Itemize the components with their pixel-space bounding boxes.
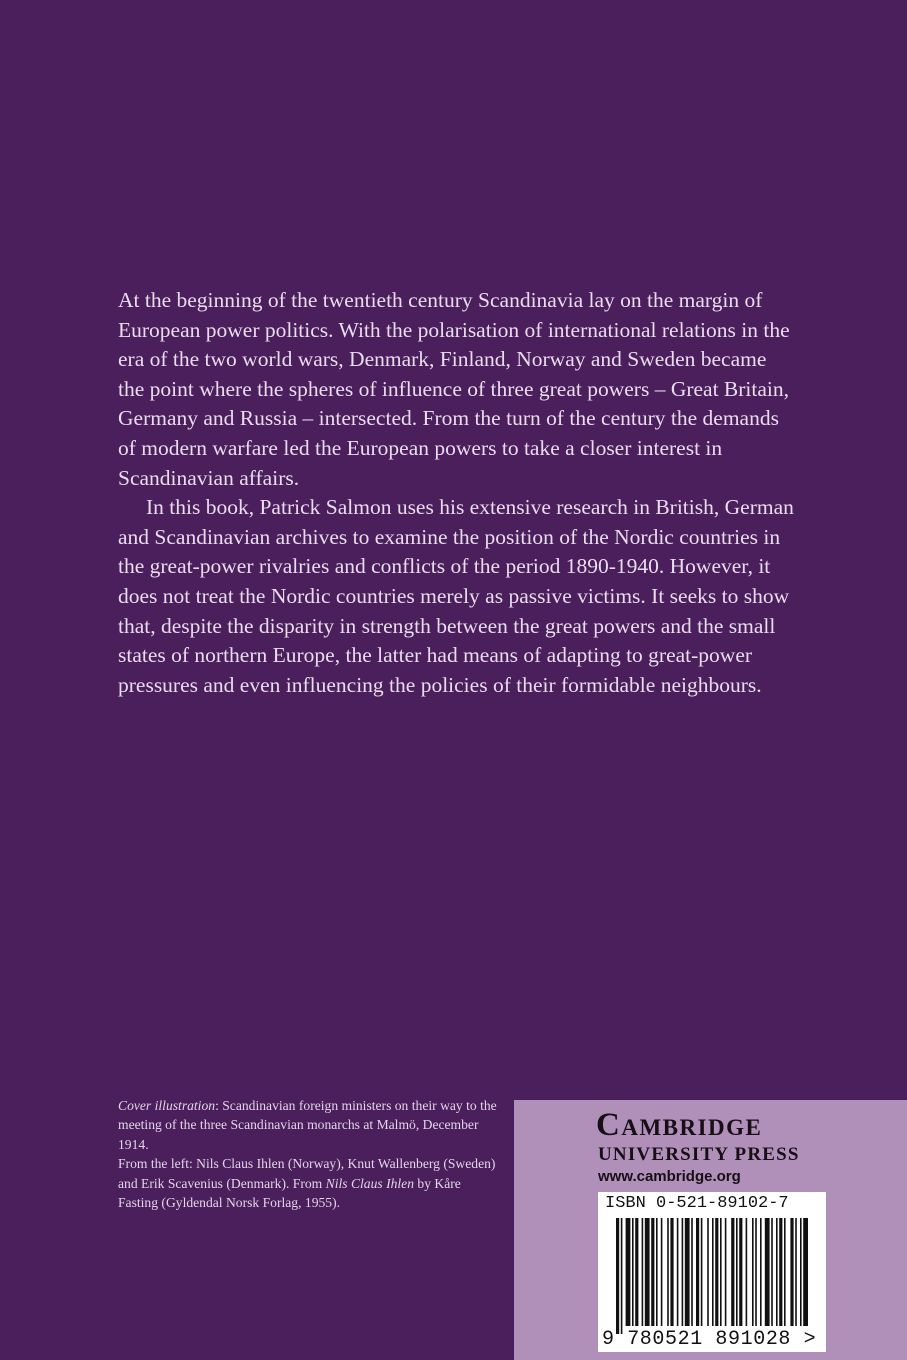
isbn-label: ISBN 0-521-89102-7 bbox=[605, 1194, 789, 1213]
credit-label: Cover illustration bbox=[118, 1098, 216, 1113]
barcode-bar bbox=[651, 1218, 654, 1326]
barcode-bar bbox=[696, 1218, 699, 1326]
barcode-bar bbox=[736, 1218, 738, 1326]
barcode-bar bbox=[746, 1218, 748, 1326]
barcode-bar bbox=[632, 1218, 634, 1326]
blurb-paragraph-1: At the beginning of the twentieth century Scandinavia lay on the margin of European power politics. With the polarisation of international relations in the era of the two world wars, Denmark, Finland, Norway and Sweden became the point where the spheres of influence of three great powers – Great Britain, Germany and Russia – intersected. From the turn of the century the demands of modern warfare led the European powers to take a closer interest in Scandinavian affairs. bbox=[118, 288, 790, 490]
barcode-bar bbox=[707, 1218, 709, 1326]
barcode-bar bbox=[776, 1218, 778, 1326]
barcode-bar bbox=[667, 1218, 669, 1326]
barcode-bar bbox=[739, 1218, 742, 1326]
barcode-bar bbox=[685, 1218, 690, 1326]
barcode-bar bbox=[691, 1218, 693, 1326]
credit-book-title: Nils Claus Ihlen bbox=[325, 1175, 415, 1191]
barcode-bar bbox=[765, 1218, 770, 1326]
barcode-bar bbox=[701, 1218, 703, 1326]
publisher-logo bbox=[596, 1106, 836, 1188]
publisher-panel bbox=[514, 1100, 907, 1360]
back-cover-blurb bbox=[118, 286, 798, 700]
barcode-bar bbox=[642, 1218, 644, 1326]
barcode-bar bbox=[800, 1218, 802, 1326]
barcode-bar bbox=[645, 1218, 650, 1326]
barcode-bar bbox=[720, 1218, 722, 1326]
credit-text-3: by Kåre Fasting (Gyldendal Norsk Forlag, 1955). bbox=[118, 1175, 461, 1211]
barcode-bar bbox=[616, 1218, 619, 1334]
credit-line-1 bbox=[118, 1096, 498, 1154]
barcode-bar bbox=[725, 1218, 727, 1326]
barcode-bar bbox=[670, 1218, 673, 1326]
barcode-bar bbox=[803, 1218, 808, 1326]
barcode-bar bbox=[656, 1218, 658, 1326]
barcode-bar bbox=[661, 1218, 663, 1326]
barcode-bar bbox=[760, 1218, 762, 1326]
barcode-bar bbox=[755, 1218, 757, 1326]
credit-line-2 bbox=[118, 1154, 498, 1212]
credit-text-1: : Scandinavian foreign ministers on their way to the meeting of the three Scandinavian monarchs at Malmö, December 1914. bbox=[118, 1098, 497, 1152]
barcode-bar bbox=[795, 1218, 797, 1326]
barcode-bar bbox=[790, 1218, 793, 1326]
barcode-bar bbox=[731, 1218, 734, 1326]
barcode-bar bbox=[771, 1218, 773, 1326]
barcode-bar bbox=[752, 1218, 754, 1326]
barcode-bar bbox=[712, 1218, 714, 1326]
credit-text-2: From the left: Nils Claus Ihlen (Norway), Knut Wallenberg (Sweden) and Erik Scavenius (Denmark). From bbox=[118, 1156, 496, 1191]
publisher-url: www.cambridge.org bbox=[598, 1168, 741, 1185]
barcode-bar bbox=[626, 1218, 631, 1326]
barcode-digits: 9 780521 891028 > bbox=[602, 1328, 817, 1351]
barcode-bar bbox=[784, 1218, 786, 1326]
barcode-bar bbox=[682, 1218, 684, 1326]
cover-illustration-credit bbox=[118, 1096, 498, 1212]
barcode-box bbox=[598, 1192, 826, 1352]
barcode-bar bbox=[635, 1218, 638, 1326]
barcode-bar bbox=[779, 1218, 782, 1326]
publisher-name: Cambridge bbox=[596, 1107, 763, 1143]
blurb-paragraph-2: In this book, Patrick Salmon uses his extensive research in British, German and Scandinavian archives to examine the position of the Nordic countries in the great-power rivalries and conflicts of the period 1890-1940. However, it does not treat the Nordic countries merely as passive victims. It seeks to show that, despite the disparity in strength between the great powers and the small states of northern Europe, the latter had means of adapting to great-power pressures and even influencing the policies of their formidable neighbours. bbox=[118, 495, 794, 697]
barcode-bar bbox=[621, 1218, 623, 1334]
publisher-press: UNIVERSITY PRESS bbox=[598, 1144, 800, 1165]
barcode-bar bbox=[677, 1218, 679, 1326]
barcode-bar bbox=[715, 1218, 718, 1326]
